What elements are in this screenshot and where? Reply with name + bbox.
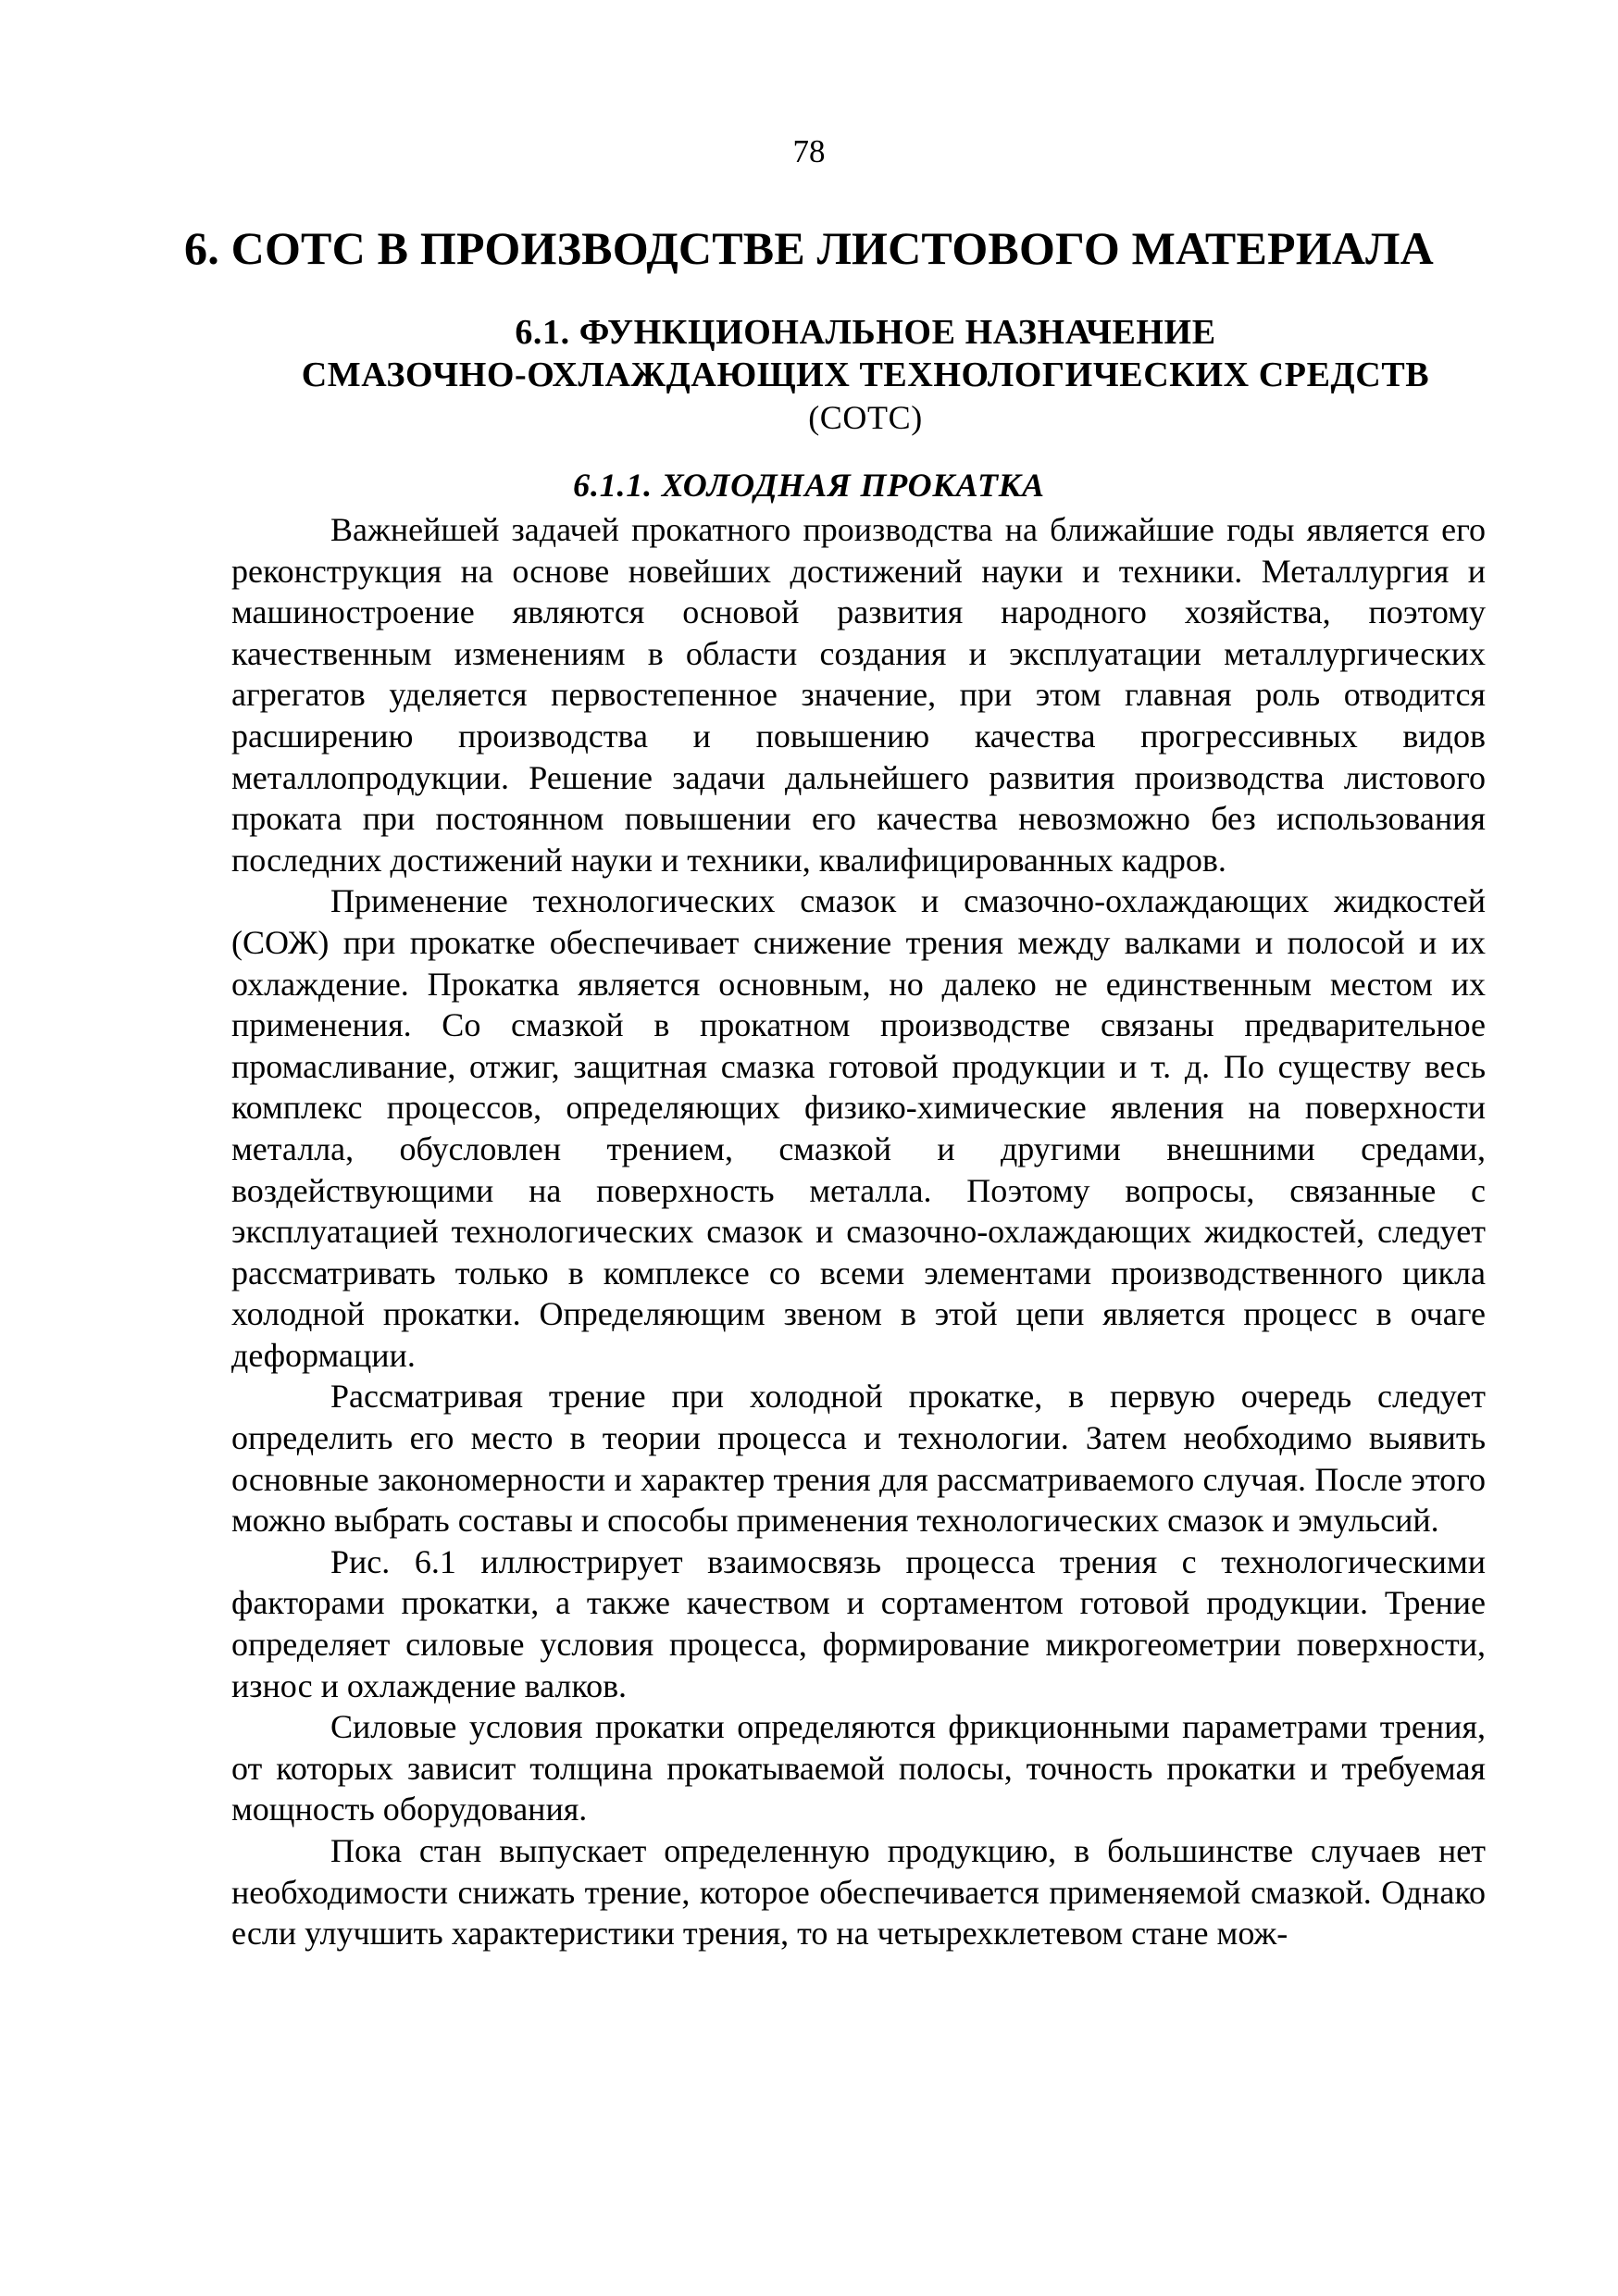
page-number: 78 bbox=[792, 133, 826, 169]
paragraph-5: Силовые условия прокатки определяются фрикционными параметрами трения, от которых зависит толщина прокатываемой полосы, точность прокатки и требуемая мощность оборудования. bbox=[231, 1708, 1486, 1828]
section-title-abbreviation: (СОТС) bbox=[808, 399, 923, 436]
paragraph-3: Рассматривая трение при холодной прокатке, в первую очередь следует определить его место в теории процесса и технологии. Затем необходимо выявить основные закономерности и характер трения для рассматриваемого случая. После этого можно выбрать составы и способы применения технологических смазок и эмульсий. bbox=[231, 1378, 1486, 1540]
chapter-title: 6. СОТС В ПРОИЗВОДСТВЕ ЛИСТОВОГО МАТЕРИАЛА bbox=[184, 222, 1434, 274]
subsection-title: 6.1.1. ХОЛОДНАЯ ПРОКАТКА bbox=[573, 467, 1045, 504]
body-text bbox=[231, 509, 1486, 1954]
paragraph-6: Пока стан выпускает определенную продукцию, в большинстве случаев нет необходимости снижать трение, которое обеспечивается применяемой смазкой. Однако если улучшить характеристики трения, то на четырехклетевом стане мож- bbox=[231, 1832, 1486, 1953]
section-title-line-2: СМАЗОЧНО-ОХЛАЖДАЮЩИХ ТЕХНОЛОГИЧЕСКИХ СРЕДСТВ bbox=[301, 356, 1430, 394]
paragraph-2: Применение технологических смазок и смазочно-охлаждающих жидкостей (СОЖ) при прокатке обеспечивает снижение трения между валками и полосой и их охлаждение. Прокатка является основным, но далеко не единственным местом их применения. Со смазкой в прокатном производстве связаны предварительное промасливание, отжиг, защитная смазка готовой продукции и т. д. По существу весь комплекс процессов, определяющих физико-химические явления на поверхности металла, обусловлен трением, смазкой и другими внешними средами, воздействующими на поверхность металла. Поэтому вопросы, связанные с эксплуатацией технологических смазок и смазочно-охлаждающих жидкостей, следует рассматривать только в комплексе со всеми элементами производственного цикла холодной прокатки. Определяющим звеном в этой цепи является процесс в очаге деформации. bbox=[231, 882, 1486, 1374]
paragraph-1: Важнейшей задачей прокатного производства на ближайшие годы является его реконструкция на основе новейших достижений науки и техники. Металлургия и машиностроение являются основой развития народного хозяйства, поэтому качественным изменениям в области создания и эксплуатации металлургических агрегатов уделяется первостепенное значение, при этом главная роль отводится расширению производства и повышению качества прогрессивных видов металлопродукции. Решение задачи дальнейшего развития производства листового проката при постоянном повышении его качества невозможно без использования последних достижений науки и техники, квалифицированных кадров. bbox=[231, 511, 1486, 879]
paragraph-4: Рис. 6.1 иллюстрирует взаимосвязь процесса трения с технологическими факторами прокатки, а также качеством и сортаментом готовой продукции. Трение определяет силовые условия процесса, формирование микрогеометрии поверхности, износ и охлаждение валков. bbox=[231, 1542, 1486, 1704]
section-title-line-1: 6.1. ФУНКЦИОНАЛЬНОЕ НАЗНАЧЕНИЕ bbox=[515, 313, 1216, 352]
section-title bbox=[231, 311, 1500, 439]
